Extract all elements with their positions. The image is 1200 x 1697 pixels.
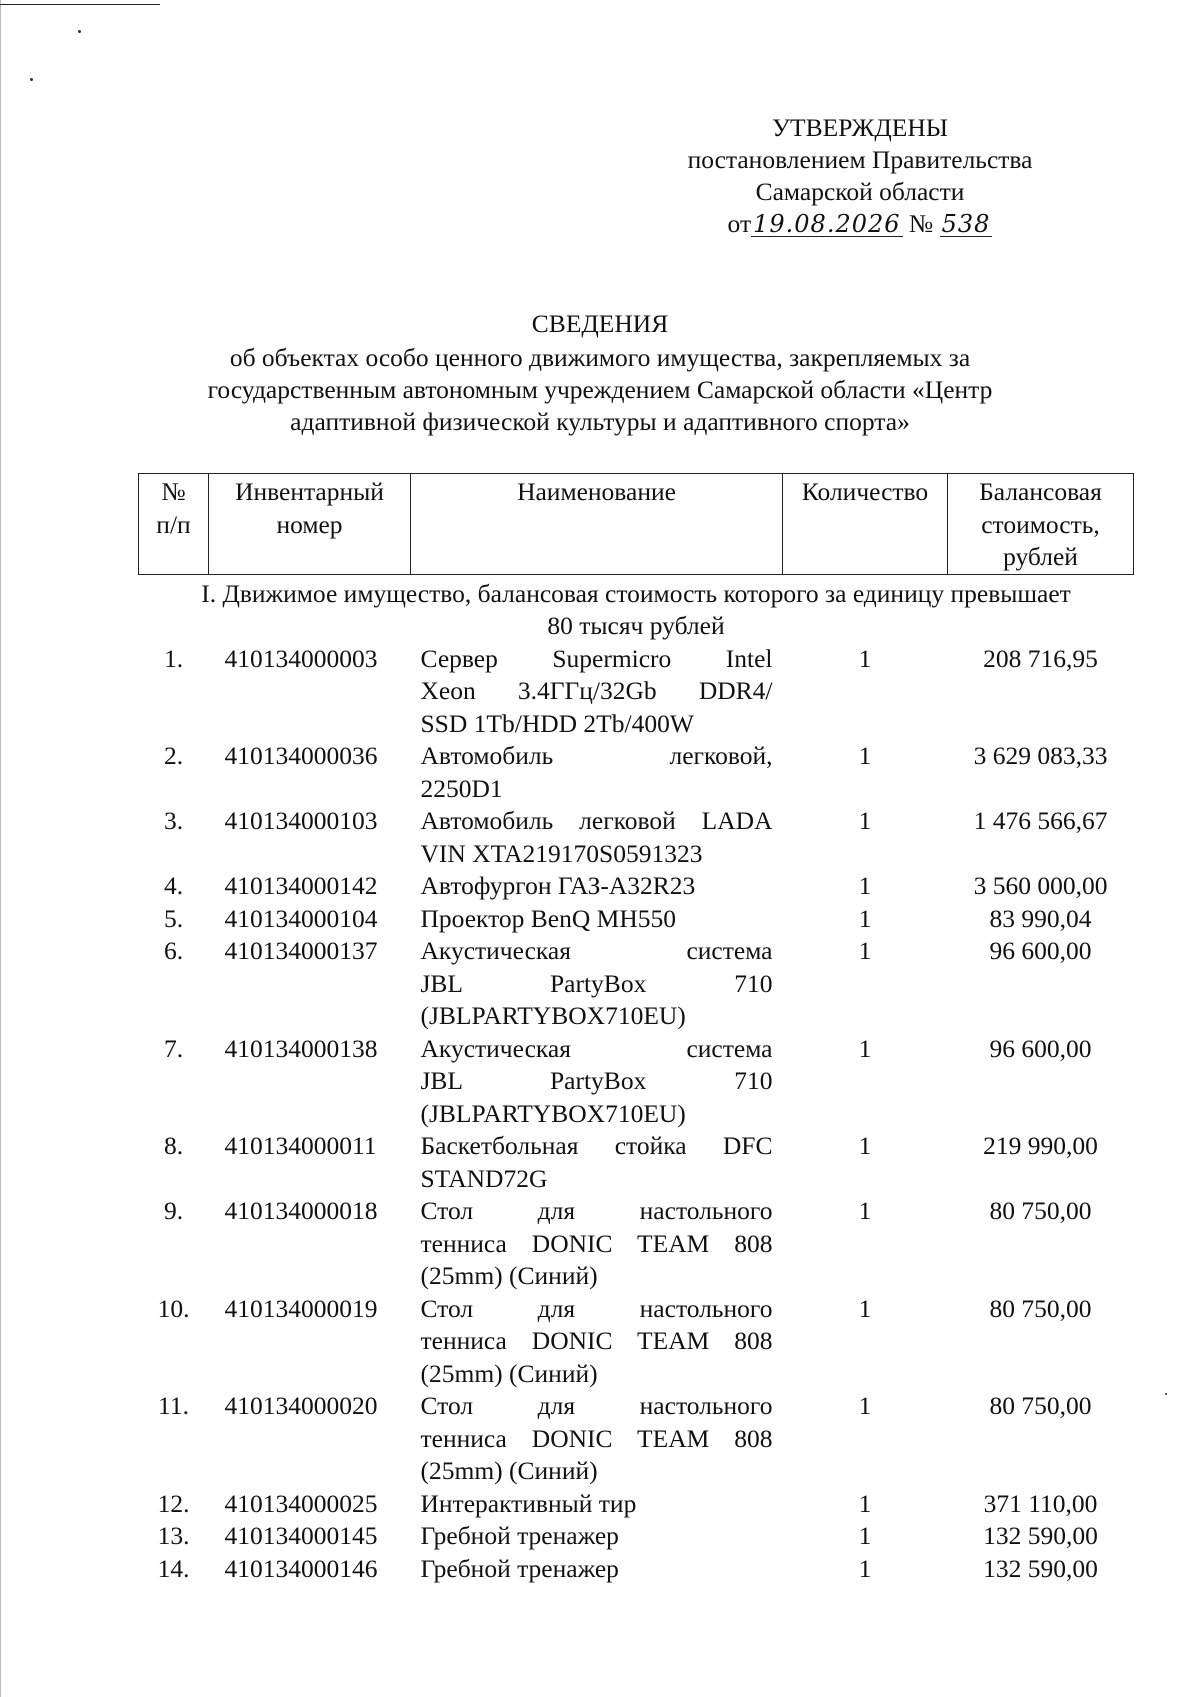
table-row [139,1130,1134,1195]
row-inventory-number: 410134000103 [224,806,378,835]
scan-corner-line [0,4,160,5]
row-quantity: 1 [858,806,872,835]
row-inventory-number: 410134000138 [224,1033,378,1063]
row-item-name-line: Сервер Supermicro Intel [420,643,773,673]
approval-title: УТВЕРЖДЕНЫ [772,113,948,142]
handwritten-number: 538 [941,210,991,238]
row-item-name-line: Автомобиль легковой LADA [420,806,773,835]
document-title-block [120,308,1080,438]
row-quantity: 1 [858,1196,872,1225]
section-row [139,574,1134,643]
table-row [139,1293,1134,1391]
approval-date-line [640,208,1080,240]
document-subtitle-line: адаптивной физической культуры и адаптивного спорта» [290,407,910,436]
row-item-name-line: Стол для настольного [420,1196,773,1225]
row-quantity: 1 [858,1391,872,1420]
header-inventory [209,474,411,575]
row-balance-cost: 208 716,95 [983,643,1098,673]
row-number: 7. [163,1033,184,1063]
document-subtitle-line: об объектах особо ценного движимого имущества, закрепляемых за [229,343,971,372]
row-item-name-line: Акустическая система [420,1033,773,1063]
row-item-name [411,1130,783,1195]
header-cost-line: рублей [1003,542,1078,571]
row-item-name-line: Xeon 3.4ГГц/32Gb DDR4/ [420,676,773,705]
table-row [139,870,1134,903]
row-item-name-line: (25mm) (Синий) [420,1456,598,1485]
row-inventory-number: 410134000018 [224,1196,378,1225]
row-inventory-number: 410134000020 [224,1391,378,1420]
row-number: 8. [163,1131,184,1160]
row-item-name [411,1488,783,1521]
row-item-name-line: SSD 1Tb/HDD 2Tb/400W [420,708,694,738]
row-inventory-number: 410134000003 [224,643,378,673]
row-number: 12. [157,1488,190,1518]
header-inventory-line: номер [276,509,343,539]
table-row [139,740,1134,805]
row-balance-cost: 1 476 566,67 [973,806,1108,835]
row-inventory-number: 410134000025 [224,1488,378,1518]
row-item-name-line: JBL PartyBox 710 [420,968,773,998]
row-item-name-line: VIN XTA219170S0591323 [420,838,703,868]
row-inventory-number: 410134000145 [224,1521,378,1550]
row-item-name [411,740,783,805]
document-heading: СВЕДЕНИЯ [531,309,669,338]
row-inventory-number: 410134000019 [224,1293,378,1323]
header-cost [948,474,1134,575]
row-item-name [411,935,783,1033]
row-quantity: 1 [858,1131,872,1160]
row-number: 6. [163,936,184,965]
row-item-name [411,1195,783,1293]
row-number: 1. [163,643,184,673]
row-item-name-line: Гребной тренажер [420,1553,619,1583]
property-table [138,473,1134,1585]
row-balance-cost: 3 629 083,33 [973,741,1108,770]
header-cost-line: стоимость, [981,509,1100,539]
approval-line-resolution: постановлением Правительства [687,145,1033,174]
row-balance-cost: 132 590,00 [983,1553,1098,1583]
table-row [139,1520,1134,1553]
scan-speck [78,30,81,33]
row-quantity: 1 [858,871,872,900]
row-item-name [411,1553,783,1586]
section-title-line: I. Движимое имущество, балансовая стоимость которого за единицу превышает [201,578,1071,608]
row-quantity: 1 [858,936,872,965]
header-num [139,474,209,575]
row-number: 3. [163,806,184,835]
row-item-name-line: Стол для настольного [420,1391,773,1420]
row-item-name-line: (JBLPARTYBOX710EU) [420,1001,686,1030]
table-row [139,805,1134,870]
header-num-line: № [161,477,186,506]
row-item-name [411,870,783,903]
row-inventory-number: 410134000137 [224,936,378,965]
section-title [139,574,1134,643]
row-item-name-line: (25mm) (Синий) [420,1358,598,1388]
row-quantity: 1 [858,1521,872,1550]
scan-speck [30,78,33,81]
row-item-name-line: (25mm) (Синий) [420,1261,598,1290]
row-item-name-line: 2250D1 [420,773,503,803]
row-balance-cost: 80 750,00 [989,1293,1092,1323]
page-left-edge [0,0,1,1697]
row-balance-cost: 371 110,00 [983,1488,1098,1518]
row-inventory-number: 410134000146 [224,1553,378,1583]
row-item-name [411,805,783,870]
table-row [139,1553,1134,1586]
row-number: 5. [163,903,184,933]
row-item-name-line: Стол для настольного [420,1293,773,1323]
row-item-name-line: STAND72G [420,1163,548,1193]
row-balance-cost: 80 750,00 [989,1391,1092,1420]
row-balance-cost: 80 750,00 [989,1196,1092,1225]
row-item-name-line: Интерактивный тир [420,1488,637,1518]
table-row [139,1195,1134,1293]
row-quantity: 1 [858,741,872,770]
header-cost-line: Балансовая [979,477,1102,506]
table-header-row [139,474,1134,575]
row-item-name-line: тенниса DONIC TEAM 808 [420,1423,773,1453]
approval-line-region: Самарской области [755,177,965,206]
row-number: 9. [163,1196,184,1225]
table-row [139,1033,1134,1131]
table-row [139,1488,1134,1521]
row-quantity: 1 [858,1293,872,1323]
row-number: 10. [157,1293,190,1323]
section-title-line: 80 тысяч рублей [547,611,725,640]
header-num-line: п/п [156,509,191,539]
document-subtitle-line: государственным автономным учреждением Самарской области «Центр [207,375,993,404]
row-item-name [411,1293,783,1391]
row-balance-cost: 219 990,00 [983,1131,1098,1160]
approval-stamp-block [640,112,1080,240]
header-quantity [783,474,948,575]
row-item-name-line: Проектор BenQ MH550 [420,903,676,933]
header-name-line: Наименование [517,477,676,506]
row-balance-cost: 96 600,00 [989,936,1092,965]
header-quantity-line: Количество [801,477,929,506]
row-quantity: 1 [858,643,872,673]
row-inventory-number: 410134000036 [224,741,378,770]
number-prefix: № [908,209,934,238]
row-item-name-line: Автофургон ГАЗ-А32R23 [420,871,696,900]
row-number: 4. [163,871,184,900]
header-name [411,474,783,575]
row-item-name [411,1033,783,1131]
table-row [139,643,1134,741]
row-item-name-line: Автомобиль легковой, [420,741,773,770]
row-number: 11. [158,1391,189,1420]
row-item-name [411,903,783,936]
row-balance-cost: 83 990,04 [989,903,1092,933]
date-prefix: от [727,209,752,238]
row-balance-cost: 3 560 000,00 [973,871,1108,900]
row-item-name [411,1520,783,1553]
table-row [139,1390,1134,1488]
row-quantity: 1 [858,903,872,933]
row-item-name-line: (JBLPARTYBOX710EU) [420,1098,686,1128]
row-item-name [411,1390,783,1488]
row-item-name-line: JBL PartyBox 710 [420,1066,773,1095]
row-number: 13. [157,1521,190,1550]
row-item-name-line: тенниса DONIC TEAM 808 [420,1228,773,1258]
row-item-name-line: Гребной тренажер [420,1521,619,1550]
row-number: 2. [163,741,184,770]
row-quantity: 1 [858,1033,872,1063]
table-row [139,935,1134,1033]
row-number: 14. [157,1553,190,1583]
row-balance-cost: 96 600,00 [989,1033,1092,1063]
row-item-name-line: тенниса DONIC TEAM 808 [420,1326,773,1355]
table-row [139,903,1134,936]
row-item-name [411,643,783,741]
row-inventory-number: 410134000142 [224,871,378,900]
row-quantity: 1 [858,1553,872,1583]
handwritten-date: 19.08.2026 [753,210,901,238]
row-inventory-number: 410134000104 [224,903,378,933]
row-balance-cost: 132 590,00 [983,1521,1098,1550]
row-quantity: 1 [858,1488,872,1518]
row-item-name-line: Акустическая система [420,936,773,965]
row-item-name-line: Баскетбольная стойка DFC [420,1131,773,1160]
header-inventory-line: Инвентарный [235,477,384,506]
row-inventory-number: 410134000011 [224,1131,377,1160]
scan-speck [1165,1393,1167,1395]
